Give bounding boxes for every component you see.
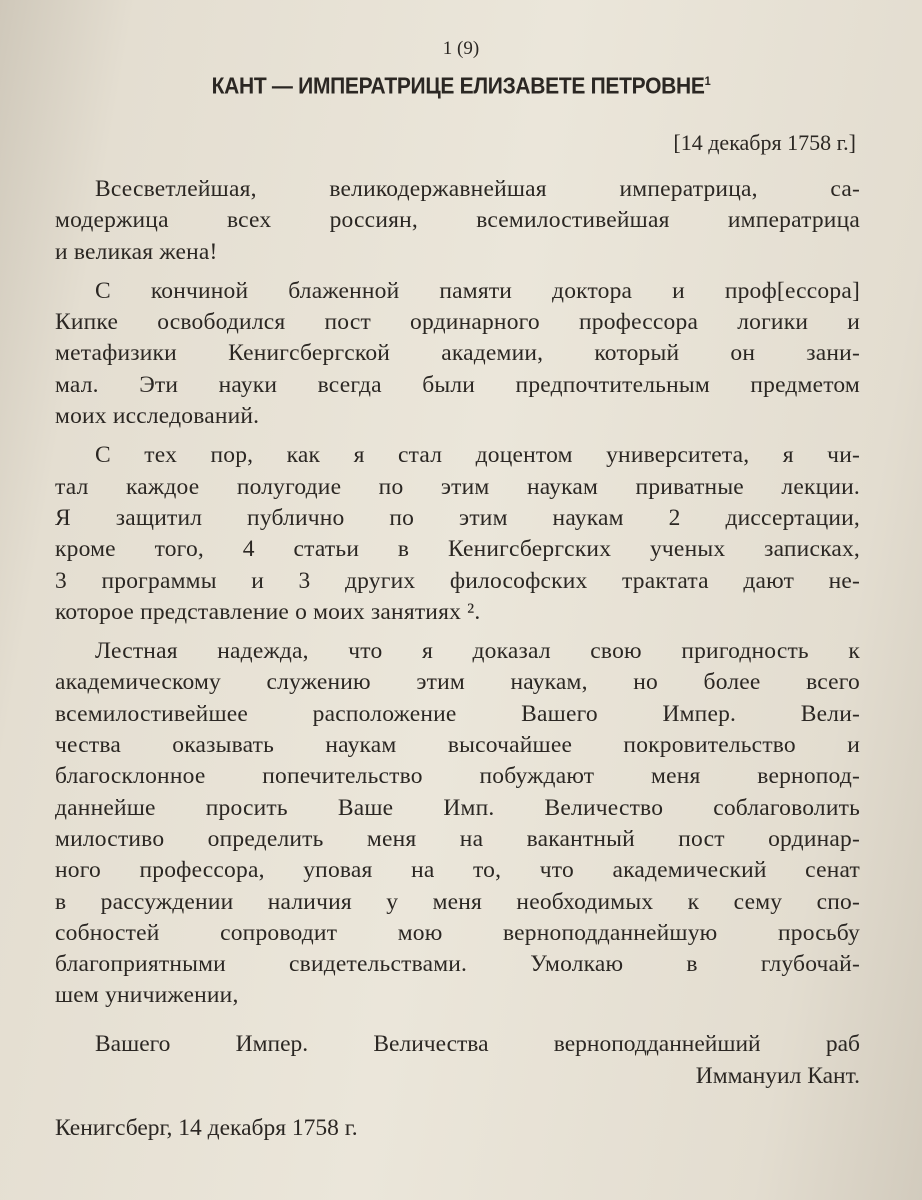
text-line: тал каждое полугодие по этим наукам приватные лекции. xyxy=(55,473,860,500)
text-line: Лестная надежда, что я доказал свою пригодность к xyxy=(95,638,860,665)
title-text: КАНТ — ИМПЕРАТРИЦЕ ЕЛИЗАВЕТЕ ПЕТРОВНЕ xyxy=(211,73,705,100)
text-line: академическому служению этим наукам, но более всего xyxy=(55,669,860,696)
text-line: милостиво определить меня на вакантный пост ординар- xyxy=(55,825,860,852)
text-line: Я защитил публично по этим наукам 2 диссертации, xyxy=(55,504,860,531)
text-line: Всесветлейшая, великодержавнейшая императрица, са- xyxy=(95,176,860,202)
text-line: кроме того, 4 статьи в Кенигсбергских ученых записках, xyxy=(55,536,860,563)
text-line: и великая жена! xyxy=(55,238,218,265)
text-line: метафизики Кенигсбергской академии, который он зани- xyxy=(55,340,860,367)
text-line: даннейше просить Ваше Имп. Величество соблаговолить xyxy=(55,794,860,821)
paragraph xyxy=(55,174,860,268)
letter-number: 1 (9) xyxy=(442,38,480,59)
letter-date: [14 декабря 1758 г.] xyxy=(673,130,856,155)
title-footnote-mark: 1 xyxy=(704,74,711,89)
paragraph-gap xyxy=(55,628,860,636)
text-line: С кончиной блаженной памяти доктора и проф[ессора] xyxy=(95,277,860,304)
text-line: всемилостивейшее расположение Вашего Импер. Вели- xyxy=(55,700,860,727)
text-line: благоприятными свидетельствами. Умолкаю в глубочай- xyxy=(55,951,860,978)
text-line: чества оказывать наукам высочайшее покровительство и xyxy=(55,732,860,759)
signature: Иммануил Кант. xyxy=(695,1063,860,1089)
paragraph-gap xyxy=(55,432,860,440)
paragraph xyxy=(55,440,860,628)
text-line: благосклонное попечительство побуждают меня вернопод- xyxy=(55,763,860,790)
paragraph xyxy=(55,276,860,432)
paragraph xyxy=(55,636,860,1012)
text-line: собностей сопроводит мою верноподданнейшую просьбу xyxy=(55,919,860,946)
letter-body xyxy=(55,174,860,1012)
text-line: 3 программы и 3 других философских трактата дают не- xyxy=(55,567,860,594)
closing-line: Вашего Импер. Величества верноподданнейший раб xyxy=(95,1031,860,1057)
paragraph-gap xyxy=(55,268,860,276)
text-line: шем уничижении, xyxy=(55,982,239,1009)
text-line: моих исследований. xyxy=(55,403,260,430)
text-line: которое представление о моих занятиях ². xyxy=(55,598,481,625)
text-line: мал. Эти науки всегда были предпочтительным предметом xyxy=(55,371,860,398)
text-line: С тех пор, как я стал доцентом университета, я чи- xyxy=(95,442,860,469)
place-and-date: Кенигсберг, 14 декабря 1758 г. xyxy=(55,1115,358,1141)
text-line: в рассуждении наличия у меня необходимых к сему спо- xyxy=(55,888,860,915)
text-line: модержица всех россиян, всемилостивейшая императрица xyxy=(55,207,860,234)
text-line: ного профессора, уповая на то, что академический сенат xyxy=(55,857,860,884)
letter-title xyxy=(0,74,922,100)
text-line: Кипке освободился пост ординарного профессора логики и xyxy=(55,309,860,336)
